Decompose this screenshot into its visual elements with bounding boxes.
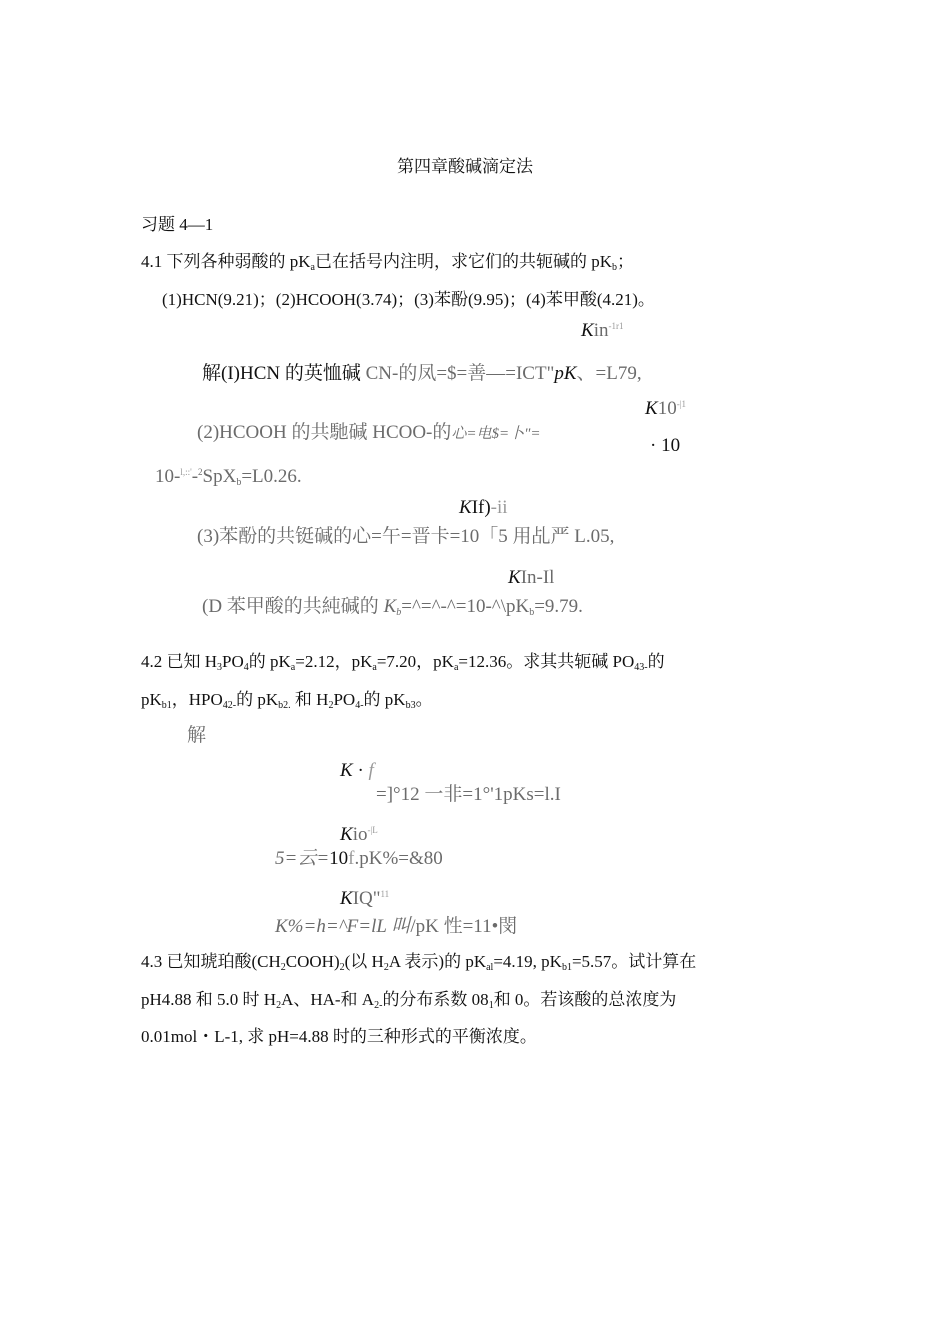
subscript: 2: [280, 962, 286, 973]
text-run: .pK%=&80: [354, 848, 443, 869]
text-run: 4.3 已知琥珀酸(CH: [141, 952, 281, 971]
question-4-3-line-2: [141, 985, 676, 1011]
subscript: 2: [328, 700, 334, 711]
superscript: 2: [198, 467, 203, 477]
text-run: =^=^-^=10-^\pK: [401, 596, 530, 617]
subscript: b: [396, 607, 402, 618]
text-run: A、HA-和 A: [281, 990, 375, 1009]
text-run: =7.20，pK: [376, 652, 454, 671]
question-4-3-line-3: 0.01mol・L-1, 求 pH=4.88 时的三种形式的平衡浓度。: [141, 1027, 537, 1046]
fraction-k-2: [645, 398, 686, 420]
text-run: SpX: [202, 466, 237, 487]
k-symbol: K: [383, 596, 397, 617]
text-run: ，HPO: [171, 690, 223, 709]
answer-4-1-line-1: [202, 358, 642, 385]
text-run: /pK 性=11•閔: [410, 916, 518, 937]
page-title: 第四章酸碱滴定法: [397, 157, 533, 176]
superscript: -1r1: [608, 321, 624, 331]
text-run: 和 0。若该酸的总浓度为: [493, 990, 677, 1009]
text-run: 的 pK: [236, 690, 279, 709]
text-run: COOH): [285, 952, 340, 971]
text-run: (D 苯甲酸的共純碱的: [202, 596, 384, 617]
subscript: 2: [339, 962, 345, 973]
subscript: 42-: [222, 700, 237, 711]
superscript: l,::': [180, 467, 192, 477]
text-run: (2)HCOOH 的共馳碱: [197, 422, 373, 443]
subscript: a: [372, 662, 377, 673]
text-run: -: [191, 466, 199, 487]
subscript: b: [612, 262, 618, 273]
question-4-1-line-1: [141, 247, 634, 273]
fraction-k-3: [459, 497, 508, 519]
text-run: =5.57。试计算在: [571, 952, 697, 971]
text-run: 心=电$=卜"=: [451, 426, 541, 442]
question-4-3-line-1: [141, 947, 696, 973]
text-run: f: [348, 848, 355, 869]
text-run: (以 H: [344, 952, 384, 971]
subscript: b1: [161, 700, 172, 711]
text-run: 10: [657, 398, 677, 419]
text-run: HCOO-的: [372, 422, 452, 443]
subscript: 43-: [634, 662, 648, 673]
answer-4-2-line-2: [275, 843, 443, 870]
k-symbol: K: [340, 760, 353, 781]
subscript: 2-: [374, 1000, 383, 1011]
subscript: b2.: [278, 700, 291, 711]
answer-4-1-line-3: [155, 466, 302, 488]
text-run: 。: [415, 690, 433, 709]
superscript: 11: [380, 889, 390, 899]
question-4-2-line-1: [141, 647, 665, 673]
text-run: IQ": [352, 888, 381, 909]
text-run: K%=h=^F=lL 叫: [275, 916, 411, 937]
subscript: b: [529, 607, 535, 618]
text-run: PO: [222, 652, 244, 671]
text-run: io: [352, 824, 368, 845]
text-run: 、=L79,: [576, 363, 642, 384]
subscript: 4-: [355, 700, 364, 711]
question-4-1-line-2: (1)HCN(9.21)；(2)HCOOH(3.74)；(3)苯酚(9.95)；(4)苯甲酸(4.21)。: [162, 290, 655, 309]
fraction-k-4: [508, 567, 554, 589]
text-run: 解(I)HCN 的英恤碱: [202, 363, 366, 384]
subscript: a: [453, 662, 459, 673]
text-run: CN-的凤=$=善—=ICT": [365, 363, 555, 384]
question-4-2-line-2: [141, 685, 433, 711]
fraction-k-1: [581, 320, 623, 342]
section-label: 习题 4—1: [141, 215, 214, 234]
answer-label: 解: [187, 725, 207, 746]
text-run: pK: [141, 690, 162, 709]
subscript: a: [310, 262, 315, 273]
text-run: ；: [617, 252, 635, 271]
answer-4-1-line-2: [197, 417, 541, 444]
k-symbol: K: [508, 567, 521, 588]
text-run: in: [593, 320, 609, 341]
text-run: 的: [647, 652, 665, 671]
text-run: f: [368, 760, 374, 781]
subscript: 2: [276, 1000, 282, 1011]
answer-4-2-line-3: [275, 911, 517, 938]
text-run: =9.79.: [534, 596, 583, 617]
text-run: In-Il: [520, 567, 555, 588]
text-run: A 表示)的 pK: [388, 952, 487, 971]
text-run: 的 pK: [363, 690, 406, 709]
text-run: 4.2 已知 H: [141, 652, 218, 671]
k-symbol: K: [340, 824, 353, 845]
text-run: If): [471, 497, 491, 518]
fraction-k-5: [340, 760, 374, 782]
text-run: 5=云=: [275, 848, 330, 869]
subscript: 4: [243, 662, 249, 673]
pk-symbol: pK: [554, 363, 577, 384]
k-symbol: K: [581, 320, 594, 341]
text-run: 已在括号内注明，求它们的共轭碱的 pK: [314, 252, 613, 271]
answer-4-1-line-4: (3)苯酚的共铤碱的心=午=晋卡=10「5 用乩严 L.05,: [197, 526, 615, 547]
superscript: -|L: [367, 825, 378, 835]
subscript: 2: [383, 962, 389, 973]
subscript: b1: [561, 962, 572, 973]
text-run: =L0.26.: [241, 466, 302, 487]
k-symbol: K: [340, 888, 353, 909]
answer-4-1-line-5: [202, 591, 583, 618]
subscript: 3: [217, 662, 223, 673]
k-symbol: K: [645, 398, 658, 419]
subscript: a: [290, 662, 296, 673]
subscript: al: [486, 962, 494, 973]
text-run: 10-: [155, 466, 181, 487]
dot-ten: · 10: [650, 435, 681, 456]
text-run: =12.36。求其共轭碱 PO: [458, 652, 635, 671]
k-symbol: K: [459, 497, 472, 518]
superscript: -|1: [676, 399, 686, 409]
subscript: b: [236, 477, 242, 488]
text-run: -ii: [490, 497, 508, 518]
text-run: =4.19, pK: [493, 952, 562, 971]
subscript: 1: [488, 1000, 494, 1011]
text-run: 4.1 下列各种弱酸的 pK: [141, 252, 311, 271]
text-run: 的分布系数 08: [382, 990, 489, 1009]
text-run: ·: [352, 760, 369, 781]
text-run: PO: [333, 690, 356, 709]
subscript: b3: [405, 700, 416, 711]
text-run: pH4.88 和 5.0 时 H: [141, 990, 277, 1009]
text-run: 和 H: [290, 690, 329, 709]
answer-4-2-line-1: =]°12 一非=1°'1pKs=l.I: [376, 784, 561, 805]
fraction-k-7: [340, 888, 389, 910]
text-run: 的 pK: [248, 652, 291, 671]
text-run: =2.12，pK: [295, 652, 373, 671]
text-run: 10: [329, 848, 349, 869]
